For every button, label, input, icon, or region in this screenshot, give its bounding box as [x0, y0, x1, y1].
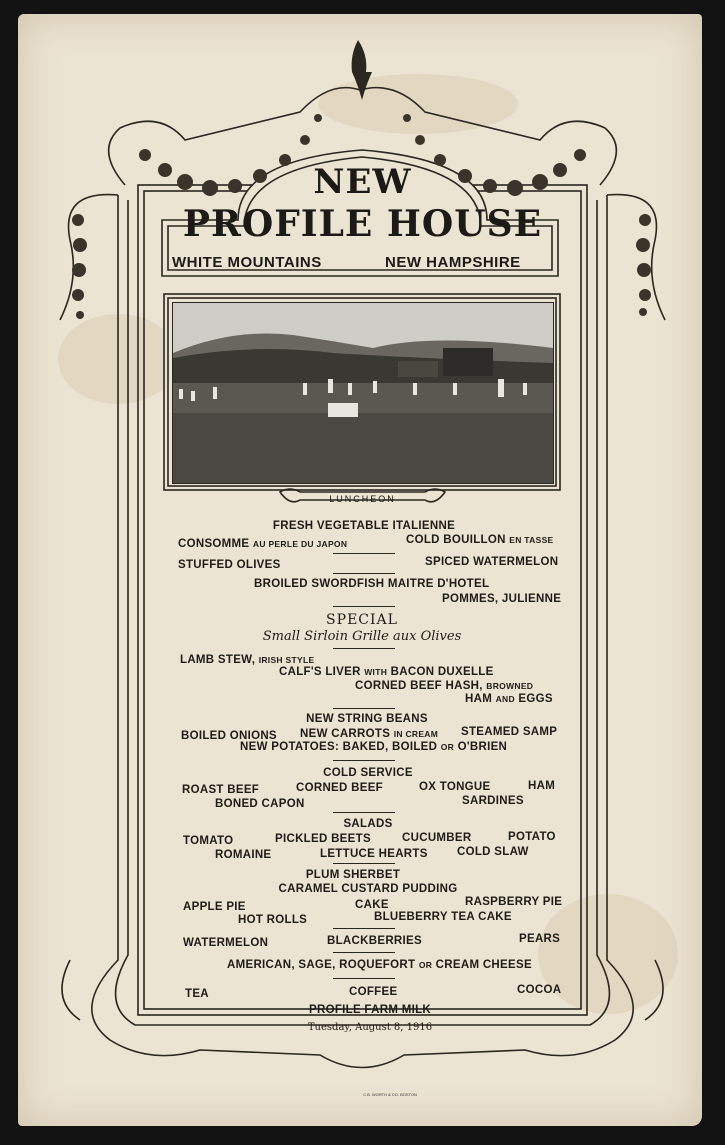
menu-item-cocoa: COCOA [517, 984, 562, 996]
meal-banner: LUNCHEON [329, 494, 396, 504]
menu-item-potato: POTATO [508, 831, 556, 843]
menu-item-soup: FRESH VEGETABLE ITALIENNE [272, 520, 456, 532]
divider [333, 863, 395, 864]
menu-item-pears: PEARS [519, 933, 561, 945]
menu-item-cucumber: CUCUMBER [402, 832, 472, 844]
hotel-name-line1: NEW [313, 162, 412, 202]
hotel-photo [172, 302, 554, 484]
menu-item-roast-beef: ROAST BEEF [182, 784, 260, 796]
cold-service-heading: COLD SERVICE [323, 767, 413, 779]
menu-item-corned-beef-hash: CORNED BEEF HASH, BROWNED [355, 680, 534, 692]
menu-item-plum-sherbet: PLUM SHERBET [305, 869, 401, 881]
menu-item-sardines: SARDINES [462, 795, 524, 807]
menu-item-blackberries: BLACKBERRIES [327, 935, 422, 947]
menu-item-cake: CAKE [355, 899, 389, 911]
special-item: Small Sirloin Grille aux Olives [262, 629, 462, 644]
menu-item-tea: TEA [185, 988, 209, 1000]
menu-item-carrots: NEW CARROTS IN CREAM [300, 728, 439, 740]
menu-item-lettuce-hearts: LETTUCE HEARTS [320, 848, 428, 860]
menu-item-watermelon: WATERMELON [183, 937, 269, 949]
printer-credit: C.B. WORTH & CO. BOSTON [363, 1092, 417, 1097]
menu-item-swordfish: BROILED SWORDFISH MAITRE D'HOTEL [254, 578, 490, 590]
menu-item-cold-slaw: COLD SLAW [457, 846, 529, 858]
menu-item-lamb-stew: LAMB STEW, IRISH STYLE [180, 654, 315, 666]
menu-item-bouillon: COLD BOUILLON EN TASSE [406, 534, 554, 546]
menu-item-coffee: COFFEE [349, 986, 398, 998]
special-heading: SPECIAL [326, 612, 398, 628]
menu-item-cheese: AMERICAN, SAGE, ROQUEFORT OR CREAM CHEESE [227, 959, 532, 971]
menu-item-tomato: TOMATO [183, 835, 234, 847]
menu-item-caramel-pudding: CARAMEL CUSTARD PUDDING [278, 883, 458, 895]
state-label: NEW HAMPSHIRE [385, 254, 521, 271]
divider [333, 708, 395, 709]
divider [333, 928, 395, 929]
menu-item-consomme: CONSOMME AU PERLE DU JAPON [178, 538, 348, 550]
divider [333, 978, 395, 979]
menu-item-calfs-liver: CALF'S LIVER WITH BACON DUXELLE [279, 666, 494, 678]
menu-item-corned-beef: CORNED BEEF [296, 782, 384, 794]
menu-item-ox-tongue: OX TONGUE [419, 781, 491, 793]
salads-heading: SALADS [343, 818, 393, 830]
divider [333, 606, 395, 607]
divider [333, 760, 395, 761]
menu-item-raspberry-pie: RASPBERRY PIE [465, 896, 563, 908]
menu-date: Tuesday, August 8, 1916 [307, 1022, 433, 1033]
menu-item-pommes: POMMES, JULIENNE [442, 593, 562, 605]
divider [333, 553, 395, 554]
menu-item-pickled-beets: PICKLED BEETS [275, 833, 371, 845]
divider [333, 648, 395, 649]
menu-item-boned-capon: BONED CAPON [215, 798, 305, 810]
menu-item-ham-eggs: HAM AND EGGS [465, 693, 553, 705]
divider [333, 812, 395, 813]
menu-item-ham: HAM [528, 780, 556, 792]
menu-item-olives: STUFFED OLIVES [178, 559, 281, 571]
menu-item-farm-milk: PROFILE FARM MILK [308, 1004, 432, 1016]
menu-item-hot-rolls: HOT ROLLS [238, 914, 308, 926]
menu-item-samp: STEAMED SAMP [461, 726, 558, 738]
menu-item-watermelon-relish: SPICED WATERMELON [425, 556, 559, 568]
menu-item-blueberry-tea-cake: BLUEBERRY TEA CAKE [374, 911, 512, 923]
menu-item-potatoes: NEW POTATOES: BAKED, BOILED OR O'BRIEN [240, 741, 508, 753]
region-label: WHITE MOUNTAINS [172, 254, 322, 271]
divider [333, 952, 395, 953]
hotel-name-line2: PROFILE HOUSE [182, 203, 543, 245]
menu-item-apple-pie: APPLE PIE [183, 901, 246, 913]
menu-item-romaine: ROMAINE [215, 849, 272, 861]
menu-item-string-beans: NEW STRING BEANS [306, 713, 428, 725]
menu-item-boiled-onions: BOILED ONIONS [181, 730, 277, 742]
divider [333, 573, 395, 574]
